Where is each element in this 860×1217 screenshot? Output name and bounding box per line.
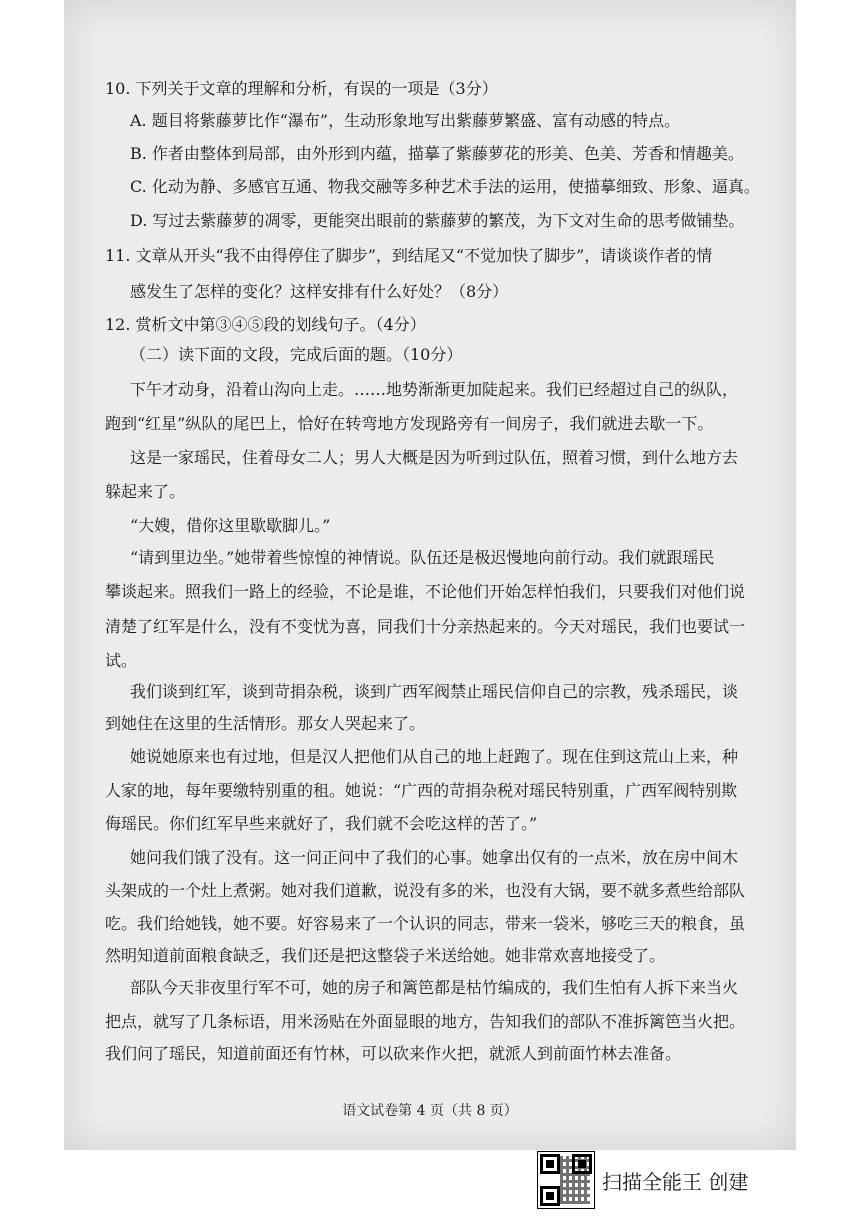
passage-line: 到她住在这里的生活情形。那女人哭起来了。 bbox=[105, 714, 426, 733]
question-10-option-d: D. 写过去紫藤萝的凋零，更能突出眼前的紫藤萝的繁茂，为下文对生命的思考做铺垫。 bbox=[130, 211, 745, 230]
passage-line: “请到里边坐。”她带着些惊惶的神情说。队伍还是极迟慢地向前行动。我们就跟瑶民 bbox=[130, 548, 715, 567]
passage-line: 她说她原来也有过地，但是汉人把他们从自己的地上赶跑了。现在住到这荒山上来，种 bbox=[130, 747, 739, 766]
question-10-stem: 10. 下列关于文章的理解和分析，有误的一项是（3分） bbox=[105, 79, 498, 98]
passage-line: 把点，就写了几条标语，用米汤贴在外面显眼的地方，告知我们的部队不准拆篱笆当火把。 bbox=[105, 1012, 746, 1031]
section-2-heading: （二）读下面的文段，完成后面的题。（10分） bbox=[130, 345, 463, 364]
question-11-line-1: 11. 文章从开头“我不由得停住了脚步”，到结尾又“不觉加快了脚步”，请谈谈作者的情 bbox=[105, 246, 713, 265]
question-10-option-b: B. 作者由整体到局部，由外形到内蕴，描摹了紫藤萝花的形美、色美、芳香和情趣美。 bbox=[130, 144, 744, 163]
passage-line: 吃。我们给她钱，她不要。好容易来了一个认识的同志，带来一袋米，够吃三天的粮食，虽 bbox=[105, 914, 746, 933]
passage-line: 清楚了红军是什么，没有不变忧为喜，同我们十分亲热起来的。今天对瑶民，我们也要试一 bbox=[105, 617, 746, 636]
passage-line: 跑到“红星”纵队的尾巴上，恰好在转弯地方发现路旁有一间房子，我们就进去歇一下。 bbox=[105, 414, 714, 433]
passage-line: 躲起来了。 bbox=[105, 482, 186, 501]
passage-line: 攀谈起来。照我们一路上的经验，不论是谁，不论他们开始怎样怕我们，只要我们对他们说 bbox=[105, 582, 746, 601]
passage-line: 下午才动身，沿着山沟向上走。……地势渐渐更加陡起来。我们已经超过自己的纵队， bbox=[130, 380, 739, 399]
passage-line: 试。 bbox=[105, 651, 138, 670]
question-10-option-a: A. 题目将紫藤萝比作“瀑布”，生动形象地写出紫藤萝繁盛、富有动感的特点。 bbox=[130, 111, 681, 130]
passage-line: “大嫂，借你这里歇歇脚儿。” bbox=[130, 516, 331, 535]
passage-line: 我们谈到红军，谈到苛捐杂税，谈到广西军阀禁止瑶民信仰自己的宗教，残杀瑶民，谈 bbox=[130, 682, 739, 701]
passage-line: 然明知道前面粮食缺乏，我们还是把这整袋子米送给她。她非常欢喜地接受了。 bbox=[105, 946, 666, 965]
question-11-line-2: 感发生了怎样的变化？这样安排有什么好处？（8分） bbox=[130, 282, 509, 301]
page-footer: 语文试卷第 4 页（共 8 页） bbox=[342, 1103, 518, 1119]
passage-line: 侮瑶民。你们红军早些来就好了，我们就不会吃这样的苦了。” bbox=[105, 814, 538, 833]
question-12: 12. 赏析文中第③④⑤段的划线句子。（4分） bbox=[105, 315, 426, 334]
passage-line: 头架成的一个灶上煮粥。她对我们道歉，说没有多的米，也没有大锅，要不就多煮些给部队 bbox=[105, 881, 746, 900]
passage-line: 人家的地，每年要缴特别重的租。她说：“广西的苛捐杂税对瑶民特别重，广西军阀特别欺 bbox=[105, 781, 738, 800]
passage-line: 这是一家瑶民，住着母女二人；男人大概是因为听到过队伍，照着习惯，到什么地方去 bbox=[130, 448, 739, 467]
question-10-option-c: C. 化动为静、多感官互通、物我交融等多种艺术手法的运用，使描摹细致、形象、逼真。 bbox=[130, 177, 760, 196]
passage-line: 部队今天非夜里行军不可，她的房子和篱笆都是枯竹编成的，我们生怕有人拆下来当火 bbox=[130, 978, 739, 997]
qr-code-icon bbox=[537, 1151, 595, 1209]
passage-line: 我们问了瑶民，知道前面还有竹林，可以砍来作火把，就派人到前面竹林去准备。 bbox=[105, 1044, 682, 1063]
scanner-watermark: 扫描全能王 创建 bbox=[602, 1170, 749, 1194]
passage-line: 她问我们饿了没有。这一问正问中了我们的心事。她拿出仅有的一点米，放在房中间木 bbox=[130, 848, 739, 867]
